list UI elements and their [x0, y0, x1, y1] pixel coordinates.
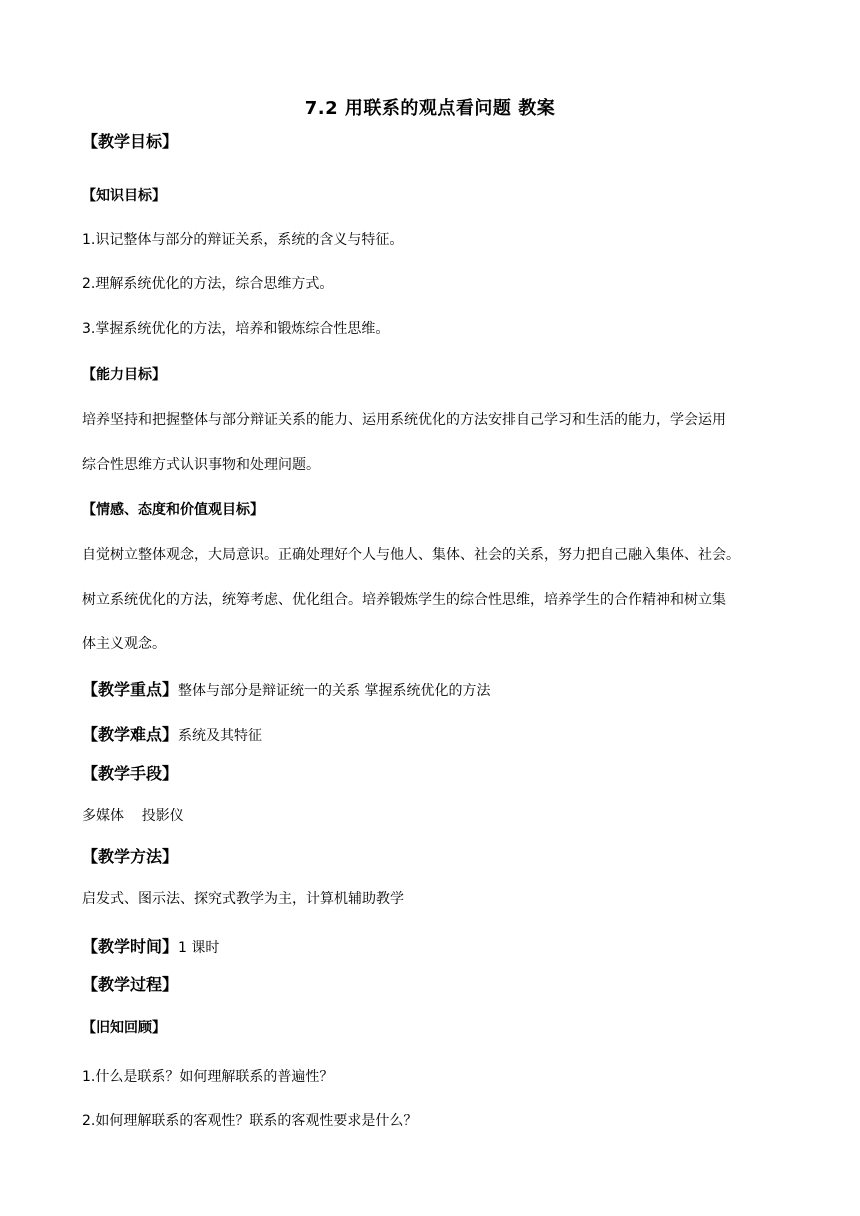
review-heading: 【旧知回顾】: [82, 1020, 166, 1036]
review-item: 1.什么是联系？如何理解联系的普遍性？: [82, 1069, 334, 1085]
difficulty-text: 系统及其特征: [178, 728, 263, 744]
teaching-objectives-heading: 【教学目标】: [82, 132, 179, 151]
teaching-process-heading: 【教学过程】: [82, 975, 179, 994]
key-point-row: [82, 680, 490, 701]
difficulty-row: [82, 725, 262, 746]
review-item: 2.如何理解联系的客观性？联系的客观性要求是什么？: [82, 1113, 418, 1129]
knowledge-objectives-heading: 【知识目标】: [82, 188, 166, 204]
emotion-objectives-line: 体主义观念。: [82, 636, 166, 652]
ability-objectives-line: 培养坚持和把握整体与部分辩证关系的能力、运用系统优化的方法安排自己学习和生活的能力，学会运用: [82, 412, 726, 428]
knowledge-item: 3.掌握系统优化的方法，培养和锻炼综合性思维。: [82, 321, 390, 337]
teaching-time-text: 1 课时: [178, 940, 220, 956]
ability-objectives-heading: 【能力目标】: [82, 367, 166, 383]
page-title: 7.2 用联系的观点看问题 教案: [304, 98, 556, 119]
teaching-means-text: 多媒体 投影仪: [82, 808, 184, 824]
teaching-methods-heading: 【教学方法】: [82, 847, 179, 866]
knowledge-item: 1.识记整体与部分的辩证关系，系统的含义与特征。: [82, 232, 404, 248]
teaching-means-heading: 【教学手段】: [82, 764, 179, 783]
difficulty-label: 【教学难点】: [82, 725, 179, 744]
teaching-time-row: [82, 937, 219, 958]
key-point-text: 整体与部分是辩证统一的关系 掌握系统优化的方法: [178, 683, 491, 699]
knowledge-item: 2.理解系统优化的方法，综合思维方式。: [82, 276, 334, 292]
teaching-methods-text: 启发式、图示法、探究式教学为主，计算机辅助教学: [82, 891, 404, 907]
ability-objectives-line: 综合性思维方式认识事物和处理问题。: [82, 457, 320, 473]
emotion-objectives-line: 自觉树立整体观念，大局意识。正确处理好个人与他人、集体、社会的关系，努力把自己融入集体、社会。: [82, 547, 740, 563]
emotion-objectives-heading: 【情感、态度和价值观目标】: [82, 502, 264, 518]
key-point-label: 【教学重点】: [82, 680, 179, 699]
emotion-objectives-line: 树立系统优化的方法，统筹考虑、优化组合。培养锻炼学生的综合性思维，培养学生的合作精神和树立集: [82, 592, 726, 608]
teaching-time-label: 【教学时间】: [82, 937, 179, 956]
